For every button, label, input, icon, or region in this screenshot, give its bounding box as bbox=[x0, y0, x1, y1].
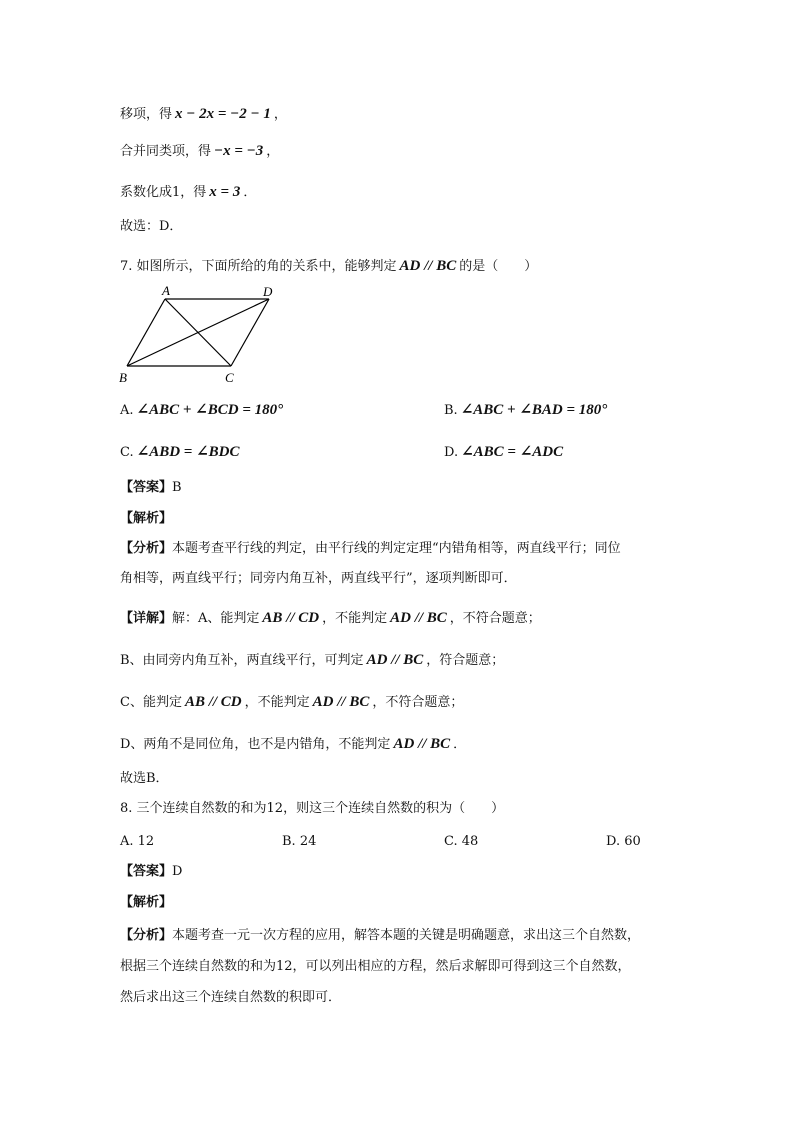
q8-option-c: C. 48 bbox=[444, 834, 479, 849]
q8-option-b: B. 24 bbox=[282, 834, 317, 849]
diagonal-bd bbox=[127, 299, 269, 366]
label-d: D bbox=[263, 284, 273, 299]
q8-option-a: A. 12 bbox=[120, 834, 155, 849]
side-dc bbox=[231, 299, 269, 366]
q8-fenxi-line-1: 【分析】本题考查一元一次方程的应用，解答本题的关键是明确题意，求出这三个自然数， bbox=[120, 928, 641, 943]
q8-fenxi-line-2: 根据三个连续自然数的和为12，可以列出相应的方程，然后求解即可得到这三个自然数， bbox=[120, 959, 631, 974]
q8-fenxi-line-3: 然后求出这三个连续自然数的积即可． bbox=[120, 990, 342, 1005]
q7-detail-a: 【详解】解：A、能判定 AB // CD ，不能判定 AD // BC ，不符合题意； bbox=[120, 610, 541, 626]
q7-option-b: B. ∠ABC + ∠BAD = 180° bbox=[444, 402, 608, 418]
q7-detail-b: B、由同旁内角互补，两直线平行，可判定 AD // BC ，符合题意； bbox=[120, 652, 505, 668]
parallel-expression: AD // BC bbox=[399, 258, 457, 274]
side-ab bbox=[127, 299, 165, 366]
solution-step-2: 合并同类项，得 −x = −3 ， bbox=[120, 143, 280, 159]
q7-fenxi-line-2: 角相等，两直线平行；同旁内角互补，两直线平行”，逐项判断即可． bbox=[120, 571, 517, 586]
q7-option-c: C. ∠ABD = ∠BDC bbox=[120, 444, 240, 460]
q8-option-d: D. 60 bbox=[606, 834, 641, 849]
q8-stem: 8. 三个连续自然数的和为12，则这三个连续自然数的积为（ ） bbox=[120, 801, 505, 816]
q7-option-a: A. ∠ABC + ∠BCD = 180° bbox=[120, 402, 284, 418]
q7-analysis-heading: 【解析】 bbox=[120, 511, 173, 526]
q7-stem: 7. 如图所示，下面所给的角的关系中，能够判定 AD // BC 的是（ ） bbox=[120, 258, 538, 274]
q7-detail-d: D、两角不是同位角，也不是内错角，不能判定 AD // BC ． bbox=[120, 736, 467, 752]
label-b: B bbox=[119, 370, 127, 385]
q7-fenxi-line-1: 【分析】本题考查平行线的判定，由平行线的判定定理“内错角相等，两直线平行；同位 bbox=[120, 541, 621, 556]
equation: x − 2x = −2 − 1 bbox=[175, 106, 271, 122]
q7-option-d: D. ∠ABC = ∠ADC bbox=[444, 444, 564, 460]
label-a: A bbox=[162, 283, 170, 298]
equation: x = 3 bbox=[209, 184, 241, 200]
equation: −x = −3 bbox=[214, 143, 264, 159]
q7-detail-c: C、能判定 AB // CD ，不能判定 AD // BC ，不符合题意； bbox=[120, 694, 464, 710]
solution-step-3: 系数化成1，得 x = 3 ． bbox=[120, 184, 257, 200]
q8-answer: 【答案】D bbox=[120, 864, 183, 879]
q7-answer: 【答案】B bbox=[120, 480, 182, 495]
q7-conclusion: 故选B． bbox=[120, 771, 169, 786]
label-c: C bbox=[225, 370, 234, 385]
solution-step-1: 移项，得 x − 2x = −2 − 1 ， bbox=[120, 106, 287, 122]
solution-conclusion: 故选：D． bbox=[120, 219, 183, 234]
q8-analysis-heading: 【解析】 bbox=[120, 895, 173, 910]
parallelogram-figure bbox=[112, 282, 282, 388]
